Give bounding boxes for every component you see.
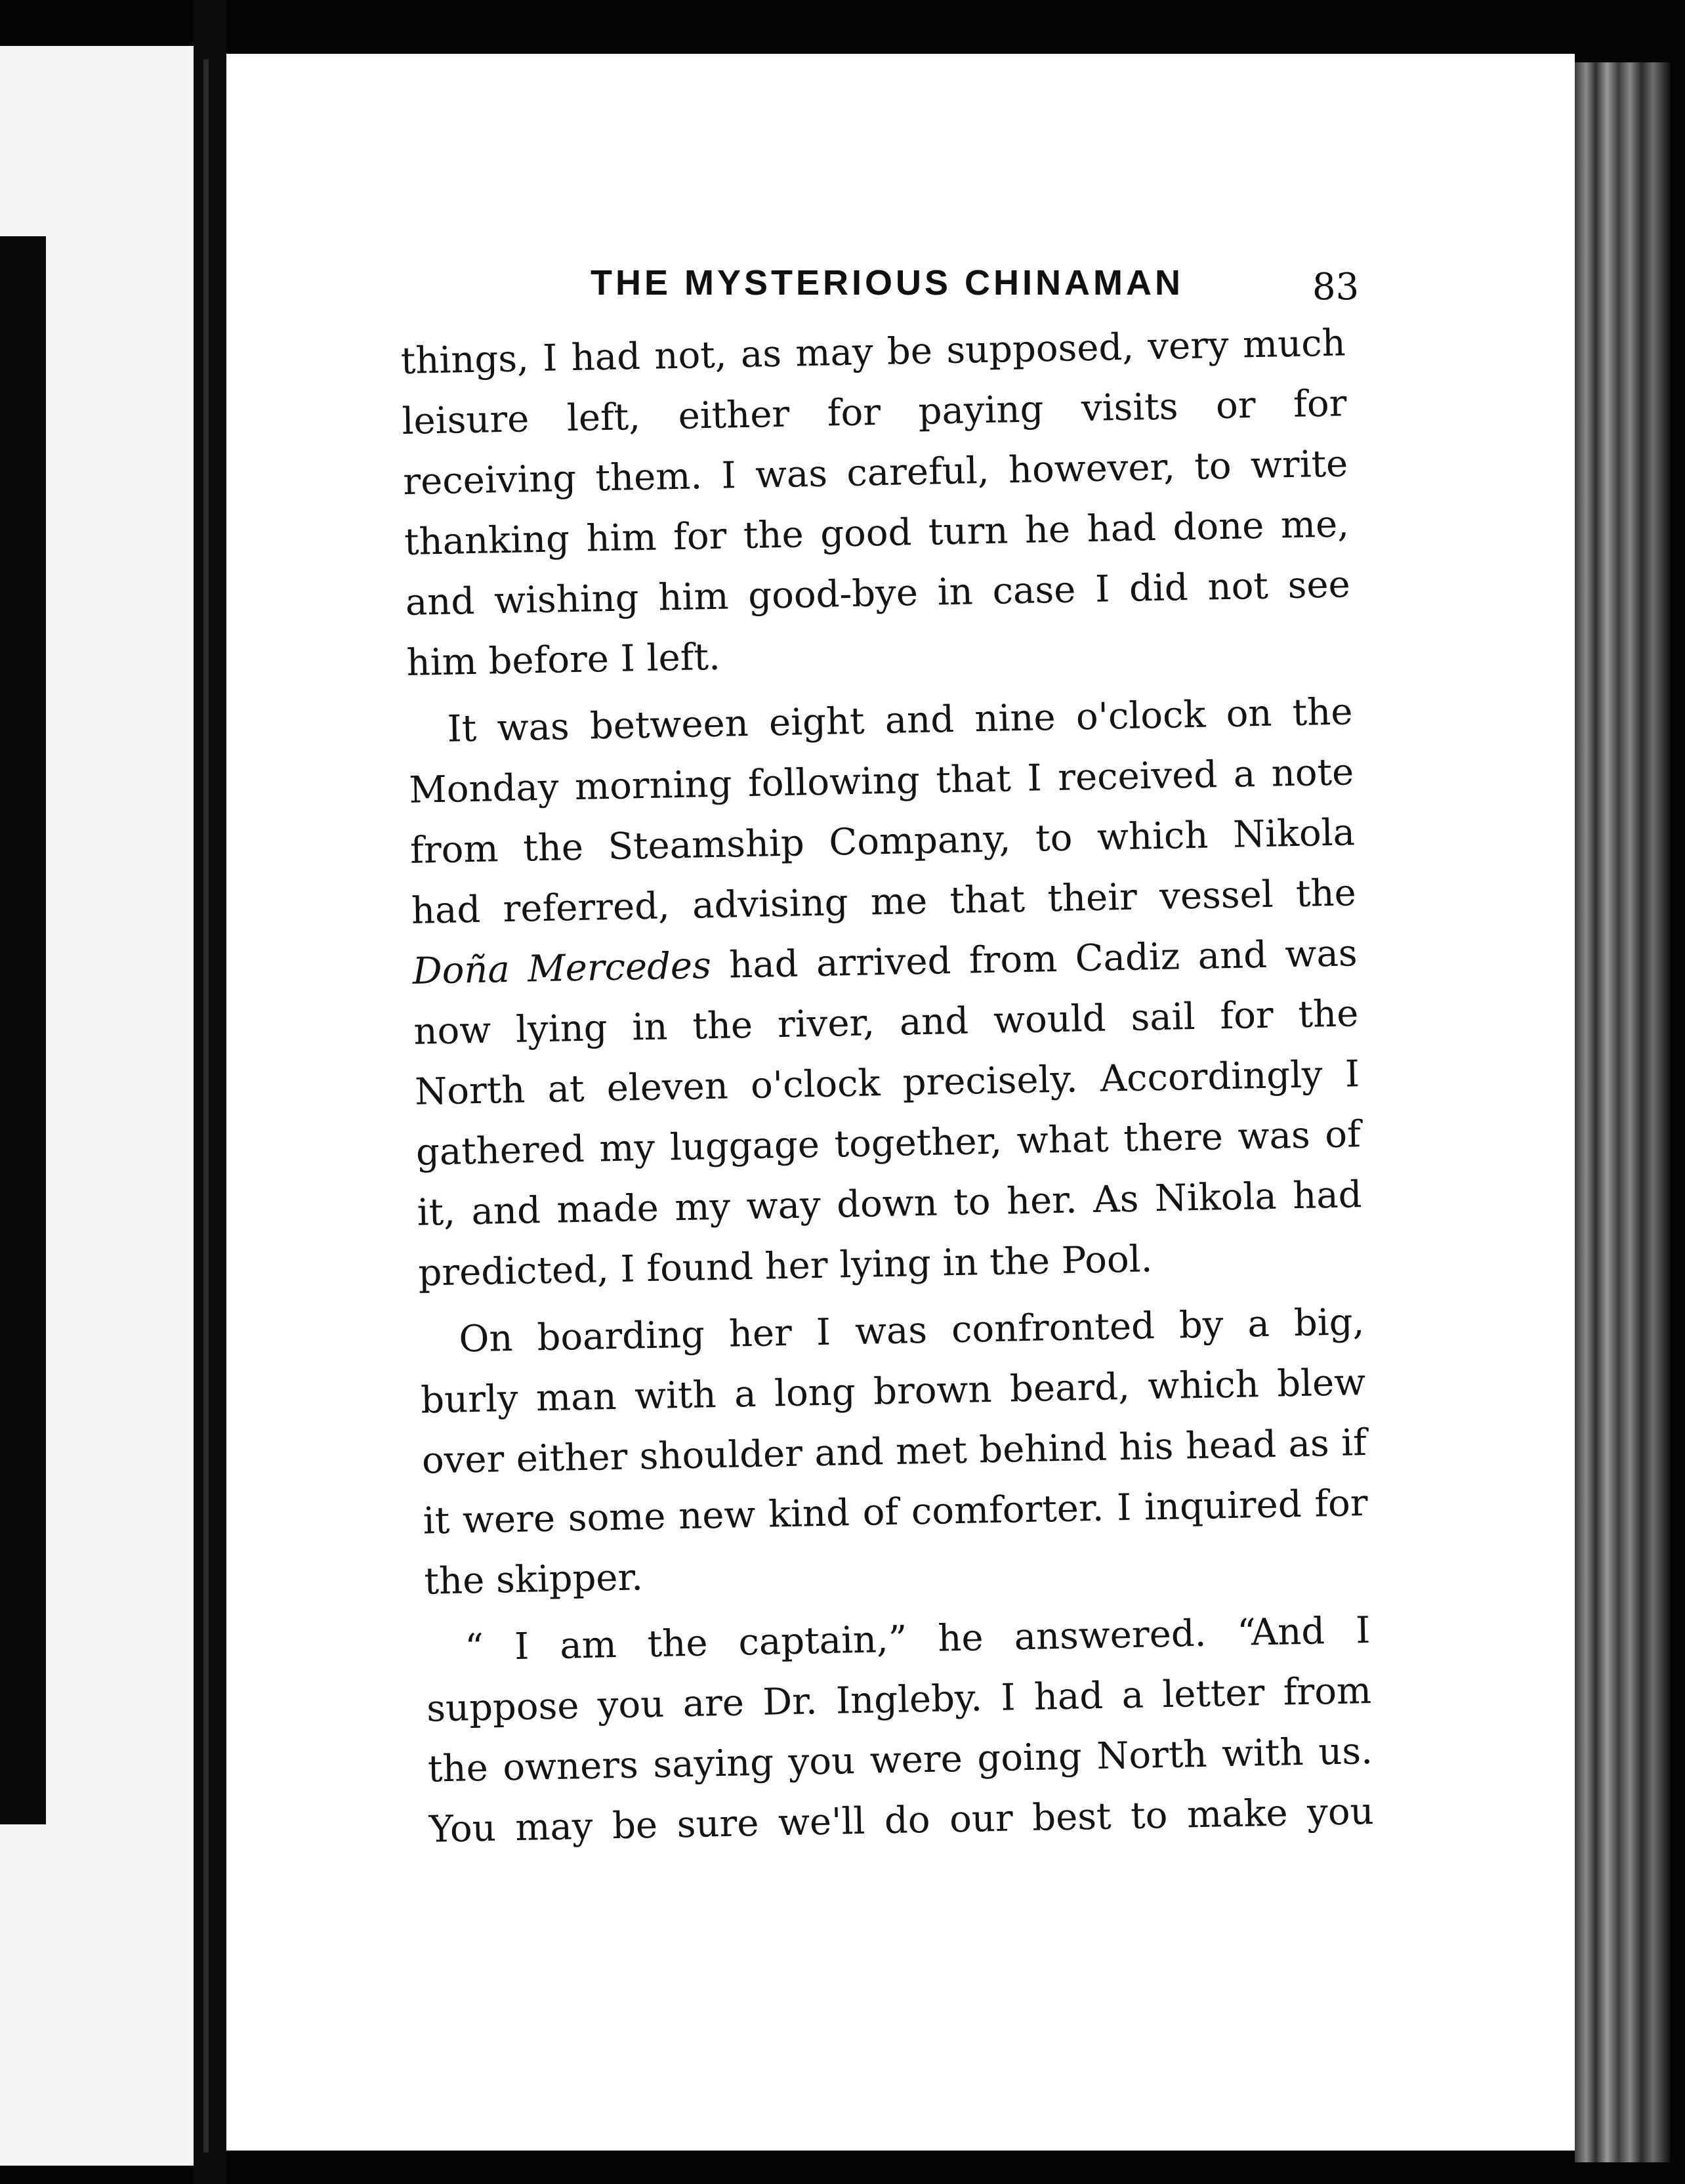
body-text bbox=[400, 313, 1375, 1866]
paragraph-4: “ I am the captain,” he answered. “And I suppose you are Dr. Ingleby. I had a letter from the owners saying you were going North with us. You may be sure we'll do our best to make you bbox=[426, 1608, 1375, 1851]
running-header: THE MYSTERIOUS CHINAMAN bbox=[591, 263, 1184, 303]
paragraph-2-text-a: It was between eight and nine o'clock on the Monday morning following that I received a note from the Steamship Company, to which Nikola had referred, advising me that their vessel the bbox=[408, 690, 1357, 933]
paragraph-3: On boarding her I was confronted by a big, burly man with a long brown beard, which blew over either shoulder and met behind his head as if it were some new kind of comforter. I inquired for the skipper. bbox=[420, 1301, 1369, 1603]
page-number: 83 bbox=[1312, 266, 1360, 308]
facing-page-shadow bbox=[0, 236, 46, 1824]
paragraph-2-text-b: had arrived from Cadiz and was now lying in the river, and would sail for the North at eleven o'clock precisely. Accordingly I gathered my luggage together, what there was of it, and made my way down to her. As Nikola had predicted, I found her lying in the Pool. bbox=[413, 932, 1363, 1295]
ship-name: Doña Mercedes bbox=[412, 944, 712, 993]
gutter-edge bbox=[203, 59, 209, 2152]
paragraph-2 bbox=[407, 682, 1363, 1303]
page-fore-edge bbox=[1575, 62, 1670, 2162]
paragraph-1: things, I had not, as may be supposed, very much leisure left, either for paying visits or for receiving them. I was careful, however, to write thanking him for the good turn he had done me, and wishing him good-bye in case I did not see him before I left. bbox=[400, 322, 1351, 684]
book-gutter bbox=[194, 0, 226, 2184]
